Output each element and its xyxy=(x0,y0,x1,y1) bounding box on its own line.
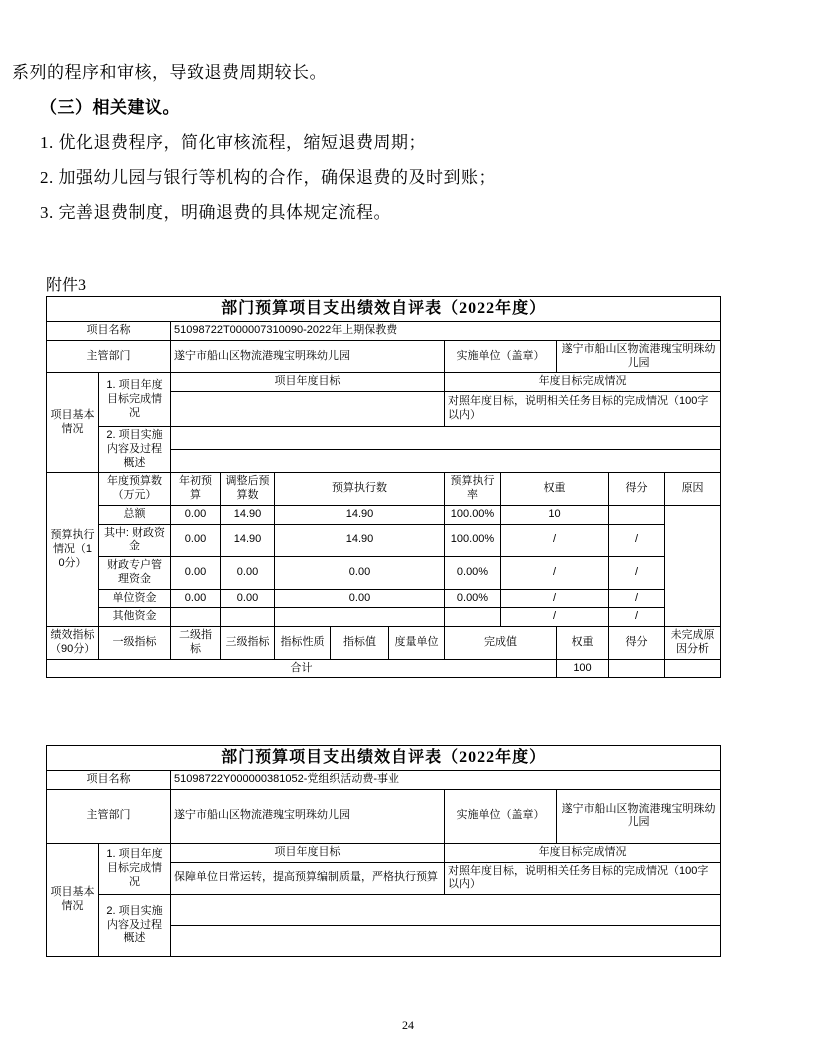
budget-row-c3 xyxy=(275,608,445,627)
budget-row-c3: 0.00 xyxy=(275,589,445,608)
paragraph-0: 系列的程序和审核，导致退费周期较长。 xyxy=(12,63,327,82)
unit-value: 遂宁市船山区物流港瑰宝明珠幼儿园 xyxy=(557,789,721,843)
budget-row-c3: 0.00 xyxy=(275,557,445,590)
dept-value: 遂宁市船山区物流港瑰宝明珠幼儿园 xyxy=(171,789,445,843)
budget-row-c1: 0.00 xyxy=(171,557,221,590)
dept-label: 主管部门 xyxy=(47,789,171,843)
unit-value: 遂宁市船山区物流港瑰宝明珠幼儿园 xyxy=(557,340,721,373)
table-title: 部门预算项目支出绩效自评表（2022年度） xyxy=(47,297,721,322)
budget-row-c1: 0.00 xyxy=(171,524,221,557)
dept-label: 主管部门 xyxy=(47,340,171,373)
perf-header-2: 三级指标 xyxy=(221,627,275,660)
budget-row-c3: 14.90 xyxy=(275,524,445,557)
budget-row-c5: / xyxy=(501,589,609,608)
budget-row-c1 xyxy=(171,608,221,627)
basic-goal-value xyxy=(171,392,445,427)
budget-row-c6: / xyxy=(609,608,665,627)
budget-row-c4: 100.00% xyxy=(445,505,501,524)
total-label: 合计 xyxy=(47,659,557,678)
unit-label: 实施单位（盖章） xyxy=(445,789,557,843)
basic-process-label: 2. 项目实施内容及过程概述 xyxy=(99,427,171,473)
budget-row-c4 xyxy=(445,608,501,627)
dept-value: 遂宁市船山区物流港瑰宝明珠幼儿园 xyxy=(171,340,445,373)
performance-table-1 xyxy=(46,296,721,678)
budget-row-c1: 0.00 xyxy=(171,505,221,524)
table-row-basic-1 xyxy=(47,843,721,862)
table-row-budget-4 xyxy=(47,608,721,627)
paragraph-3: 3. 完善退费制度，明确退费的具体规定流程。 xyxy=(40,202,391,222)
table-row-budget-0 xyxy=(47,505,721,524)
budget-row-c4: 0.00% xyxy=(445,557,501,590)
budget-row-c5: 10 xyxy=(501,505,609,524)
budget-row-c2: 14.90 xyxy=(221,505,275,524)
table-row-budget-3 xyxy=(47,589,721,608)
budget-row-c6: / xyxy=(609,557,665,590)
total-value: 100 xyxy=(557,659,609,678)
budget-row-name: 其中: 财政资金 xyxy=(99,524,171,557)
table-row-department xyxy=(47,789,721,843)
basic-process-value xyxy=(171,427,721,450)
budget-header-1: 年初预算 xyxy=(171,473,221,506)
budget-row-c6 xyxy=(609,505,665,524)
budget-row-name: 其他资金 xyxy=(99,608,171,627)
budget-row-c7 xyxy=(665,505,721,626)
perf-header-0: 一级指标 xyxy=(99,627,171,660)
table-row-budget-header xyxy=(47,473,721,506)
table-row-project-name xyxy=(47,771,721,790)
table-row-title xyxy=(47,297,721,322)
budget-row-c3: 14.90 xyxy=(275,505,445,524)
perf-header-8: 得分 xyxy=(609,627,665,660)
budget-row-c5: / xyxy=(501,608,609,627)
budget-header-4: 预算执行率 xyxy=(445,473,501,506)
basic-result-col-header: 年度目标完成情况 xyxy=(445,373,721,392)
table-row-budget-2 xyxy=(47,557,721,590)
perf-header-9: 未完成原因分析 xyxy=(665,627,721,660)
budget-row-c6: / xyxy=(609,524,665,557)
budget-row-name: 财政专户管理资金 xyxy=(99,557,171,590)
total-reason xyxy=(665,659,721,678)
basic-goal-value: 保障单位日常运转，提高预算编制质量，严格执行预算 xyxy=(171,862,445,895)
budget-row-c5: / xyxy=(501,557,609,590)
budget-row-c2: 0.00 xyxy=(221,557,275,590)
table-row-title xyxy=(47,746,721,771)
budget-row-c2 xyxy=(221,608,275,627)
attachment-label: 附件3 xyxy=(46,277,87,294)
table-row-total xyxy=(47,659,721,678)
perf-header-4: 指标值 xyxy=(331,627,389,660)
perf-header-7: 权重 xyxy=(557,627,609,660)
perf-header-3: 指标性质 xyxy=(275,627,331,660)
paragraph-1: 1. 优化退费程序，简化审核流程，缩短退费周期； xyxy=(40,132,426,152)
budget-header-7: 原因 xyxy=(665,473,721,506)
budget-row-c6: / xyxy=(609,589,665,608)
budget-header-5: 权重 xyxy=(501,473,609,506)
table-row-perf-header xyxy=(47,627,721,660)
basic-result-note: 对照年度目标，说明相关任务目标的完成情况（100字以内） xyxy=(445,392,721,427)
basic-process-value-2 xyxy=(171,926,721,957)
basic-goal-label: 1. 项目年度目标完成情况 xyxy=(99,373,171,427)
basic-info-label: 项目基本情况 xyxy=(47,843,99,956)
basic-process-value-2 xyxy=(171,450,721,473)
perf-header-5: 度量单位 xyxy=(389,627,445,660)
perf-label: 绩效指标（90分） xyxy=(47,627,99,660)
basic-result-note: 对照年度目标，说明相关任务目标的完成情况（100字以内） xyxy=(445,862,721,895)
table-row-budget-1 xyxy=(47,524,721,557)
body-text-block xyxy=(12,62,772,237)
budget-exec-label: 预算执行情况（10分） xyxy=(47,473,99,627)
budget-header-6: 得分 xyxy=(609,473,665,506)
budget-header-0: 年度预算数（万元） xyxy=(99,473,171,506)
budget-row-c5: / xyxy=(501,524,609,557)
paragraph-heading: （三）相关建议。 xyxy=(40,97,180,117)
project-name-value: 51098722Y000000381052-党组织活动费-事业 xyxy=(171,771,721,790)
basic-goal-col-header: 项目年度目标 xyxy=(171,373,445,392)
budget-row-c2: 0.00 xyxy=(221,589,275,608)
budget-row-name: 总额 xyxy=(99,505,171,524)
budget-header-3: 预算执行数 xyxy=(275,473,445,506)
perf-header-6: 完成值 xyxy=(445,627,557,660)
project-name-label: 项目名称 xyxy=(47,322,171,341)
performance-table-2 xyxy=(46,745,721,957)
basic-process-label: 2. 项目实施内容及过程概述 xyxy=(99,895,171,957)
budget-row-c4: 0.00% xyxy=(445,589,501,608)
perf-header-1: 二级指标 xyxy=(171,627,221,660)
unit-label: 实施单位（盖章） xyxy=(445,340,557,373)
basic-goal-label: 1. 项目年度目标完成情况 xyxy=(99,843,171,894)
budget-row-c1: 0.00 xyxy=(171,589,221,608)
total-score xyxy=(609,659,665,678)
basic-process-value xyxy=(171,895,721,926)
table-row-department xyxy=(47,340,721,373)
paragraph-2: 2. 加强幼儿园与银行等机构的合作，确保退费的及时到账； xyxy=(40,167,496,187)
table-row-basic-2 xyxy=(47,427,721,450)
table-row-basic-2 xyxy=(47,895,721,926)
page-number: 24 xyxy=(402,1018,414,1032)
table-row-project-name xyxy=(47,322,721,341)
budget-row-name: 单位资金 xyxy=(99,589,171,608)
basic-info-label: 项目基本情况 xyxy=(47,373,99,473)
project-name-value: 51098722T000007310090-2022年上期保教费 xyxy=(171,322,721,341)
budget-header-2: 调整后预算数 xyxy=(221,473,275,506)
basic-result-col-header: 年度目标完成情况 xyxy=(445,843,721,862)
project-name-label: 项目名称 xyxy=(47,771,171,790)
budget-row-c2: 14.90 xyxy=(221,524,275,557)
table-row-basic-1 xyxy=(47,373,721,392)
budget-row-c4: 100.00% xyxy=(445,524,501,557)
table-title: 部门预算项目支出绩效自评表（2022年度） xyxy=(47,746,721,771)
basic-goal-col-header: 项目年度目标 xyxy=(171,843,445,862)
